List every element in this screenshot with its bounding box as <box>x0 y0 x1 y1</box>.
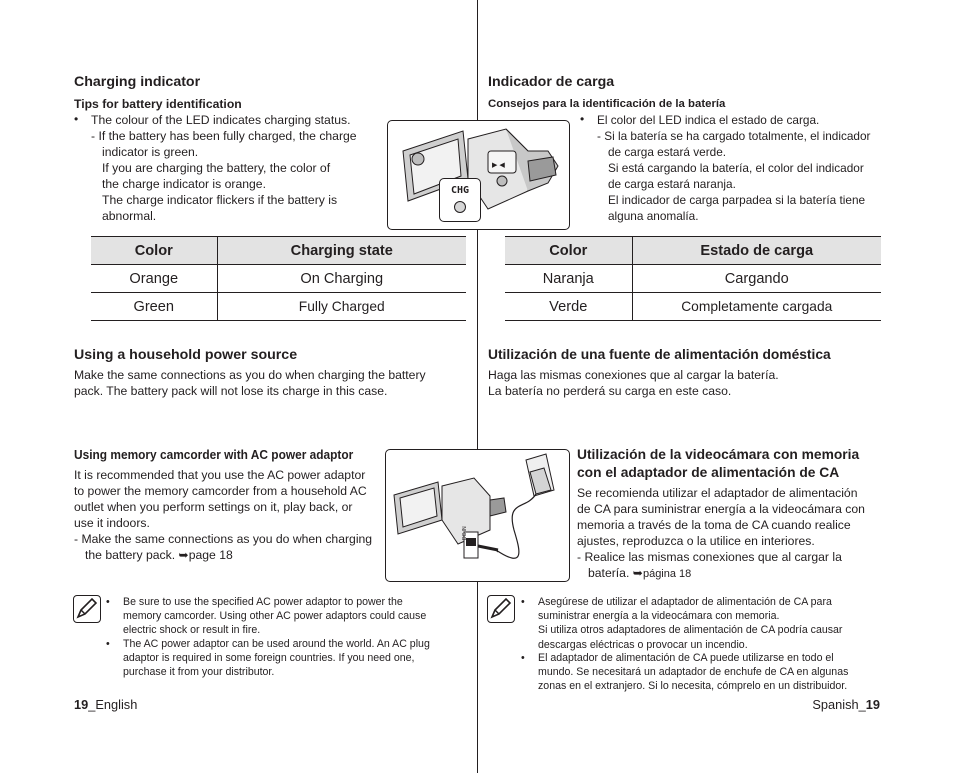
table-row <box>505 293 881 321</box>
table-cell: On Charging <box>217 265 466 293</box>
color-led-text: El color del LED indica el estado de carga. <box>597 113 820 127</box>
battery-tips-heading: Tips for battery identification <box>74 97 242 111</box>
bullet: • <box>580 112 585 126</box>
table-cell: Cargando <box>632 265 881 293</box>
adaptador-ca-heading: Utilización de la videocámara con memoria con el adaptador de alimentación de CA <box>577 447 860 480</box>
note-bullet: • <box>521 596 525 608</box>
charging-state-table <box>91 236 466 321</box>
note-pencil-icon <box>73 595 101 623</box>
table-row <box>505 265 881 293</box>
table-header-row <box>505 237 881 265</box>
table-cell: Verde <box>505 293 632 321</box>
table-header-state: Charging state <box>217 237 466 265</box>
chg-label: CHG <box>450 185 470 196</box>
ac-adaptor-illustration <box>385 449 570 582</box>
led-colour-text: The colour of the LED indicates charging status. <box>91 113 351 127</box>
table-cell: Fully Charged <box>217 293 466 321</box>
table-cell: Green <box>91 293 217 321</box>
page-ref-arrow-icon: ➥ <box>632 566 643 580</box>
table-header-state: Estado de carga <box>632 237 881 265</box>
note-pencil-icon <box>487 595 515 623</box>
note-item: El adaptador de alimentación de CA puede utilizarse en todo el mundo. Se necesitará un adaptador de enchufe de CA en algunas zonas en el extranjero. Si lo necesita, cómprelo en un distribuidor. <box>538 652 849 693</box>
footer-page-number-right: Spanish_19 <box>812 697 880 712</box>
page-ref-link[interactable]: página 18 <box>642 568 692 580</box>
table-cell: Orange <box>91 265 217 293</box>
bullet: • <box>74 112 79 126</box>
ac-adaptor-heading: Using memory camcorder with AC power adaptor <box>74 447 354 462</box>
consejos-heading: Consejos para la identificación de la batería <box>488 98 726 110</box>
chg-led-icon <box>454 201 466 213</box>
table-row <box>91 293 466 321</box>
household-power-text: Make the same connections as you do when charging the battery pack. The battery pack will not lose its charge in this case. <box>74 368 426 398</box>
ac-adaptor-text: It is recommended that you use the AC power adaptor to power the memory camcorder from a household AC outlet when you perform settings on it, play back, or use it indoors. - Make the same connections as you do when charging the battery pack. ➥page 18 <box>74 468 373 562</box>
estado-carga-text: - Si la batería se ha cargado totalmente, el indicador de carga estará verde. Si está cargando la batería, el color del indicador de carga estará naranja. El indicador de carga parpadea si la batería tiene alguna anomalía. <box>597 129 871 223</box>
indicador-carga-heading: Indicador de carga <box>488 74 615 90</box>
page-ref-arrow-icon: ➥ <box>178 548 189 562</box>
table-row <box>91 265 466 293</box>
charge-status-text: - If the battery has been fully charged, the charge indicator is green. If you are charging the battery, the color of the charge indicator is orange. The charge indicator flickers if the battery is abnormal. <box>91 129 357 223</box>
note-bullet: • <box>521 652 525 664</box>
page-divider <box>477 0 478 773</box>
svg-text:▶ ◀: ▶ ◀ <box>492 162 505 169</box>
note-bullet: • <box>106 596 110 608</box>
adaptador-ca-text: Se recomienda utilizar el adaptador de alimentación de CA para suministrar energía a la videocámara con memoria a través de la toma de CA cuando realice ajustes, reproduzca o la utilice en interiores. - Realice las mismas conexiones que al cargar la batería. ➥página 18 <box>577 486 865 580</box>
table-cell: Completamente cargada <box>632 293 881 321</box>
ac-adaptor-icon <box>386 450 571 583</box>
fuente-domestica-heading: Utilización de una fuente de alimentación doméstica <box>488 347 831 362</box>
table-cell: Naranja <box>505 265 632 293</box>
table-header-color: Color <box>91 237 217 265</box>
dc-in-label: DC IN <box>462 526 468 540</box>
fuente-domestica-text: Haga las mismas conexiones que al cargar la batería. La batería no perderá su carga en este caso. <box>488 368 779 398</box>
charging-indicator-heading: Charging indicator <box>74 74 201 90</box>
note-item: Asegúrese de utilizar el adaptador de alimentación de CA para suministrar energía a la videocámara con memoria. Si utiliza otros adaptadores de alimentación de CA podría causar descargas eléctricas o provocar un incendio. <box>538 596 843 651</box>
page-ref-link[interactable]: page 18 <box>188 548 233 562</box>
chg-indicator-callout <box>439 178 481 222</box>
footer-page-number-left: 19_English <box>74 697 138 712</box>
note-item: Be sure to use the specified AC power adaptor to power the memory camcorder. Using other AC power adaptors could cause electric shock or result in fire. <box>123 596 427 637</box>
charging-illustration <box>387 120 570 230</box>
table-header-color: Color <box>505 237 632 265</box>
note-item: The AC power adaptor can be used around the world. An AC plug adaptor is required in some foreign countries. If you need one, purchase it from your distributor. <box>123 638 430 679</box>
household-power-heading: Using a household power source <box>74 347 298 363</box>
note-bullet: • <box>106 638 110 650</box>
estado-carga-table <box>505 236 881 321</box>
table-header-row <box>91 237 466 265</box>
